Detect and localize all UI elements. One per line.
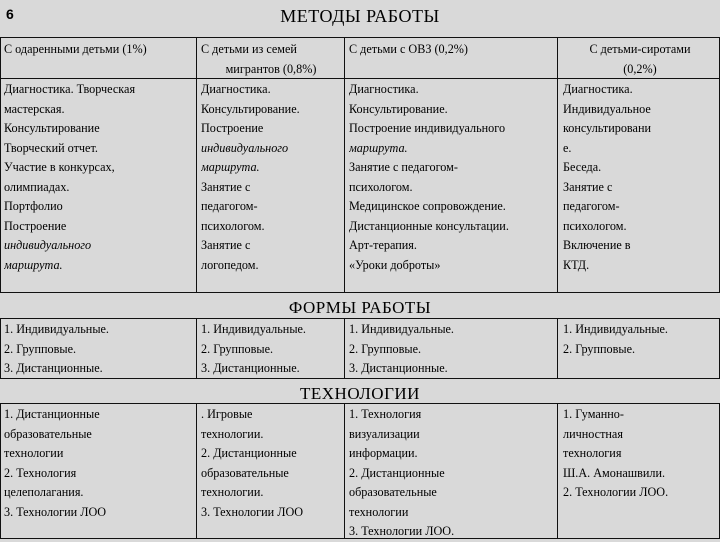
col-border (0, 403, 1, 538)
slide-number: 6 (6, 6, 14, 22)
cell-text-line: Построение индивидуального (349, 121, 506, 135)
forms-title-divider (0, 318, 720, 319)
cell-text-line: Портфолио (4, 199, 63, 213)
cell-text-line: (0,2%) (623, 61, 657, 76)
col-border (557, 37, 558, 292)
cell-text-line: мигрантов (0,8%) (225, 61, 317, 76)
cell-text-line: 1. Дистанционные (4, 407, 100, 421)
cell-text-line: маршрута. (349, 140, 408, 155)
cell-text-line: «Уроки доброты» (349, 257, 441, 272)
tech-cell-orphans (563, 405, 717, 503)
header-cell-gifted (4, 40, 192, 60)
cell-text-line: Диагностика. (563, 82, 633, 96)
cell-text-line: Построение (4, 218, 67, 233)
col-border (196, 318, 197, 378)
cell-text-line: технологии (349, 504, 409, 519)
header-cell-ovz (349, 40, 555, 60)
cell-text-line: 2. Групповые. (563, 341, 636, 356)
cell-text-line: Дистанционные консультации. (349, 218, 509, 233)
cell-text-line: технологии. (201, 426, 264, 441)
cell-text-line: 2. Технологии ЛОО. (563, 485, 669, 499)
cell-text-line: личностная (563, 426, 623, 441)
col-border (344, 403, 345, 538)
cell-text-line: . Игровые (201, 407, 253, 421)
cell-text-line: технологии (4, 446, 64, 460)
cell-text-line: Построение (201, 121, 264, 135)
forms-cell-orphans (563, 320, 717, 359)
cell-text-line: Ш.А. Амонашвили. (563, 465, 666, 480)
cell-text-line: 2. Групповые. (349, 341, 422, 356)
cell-text-line: Творческий отчет. (4, 140, 98, 155)
cell-text-line: индивидуального (4, 238, 92, 252)
cell-text-line: мастерская. (4, 101, 65, 116)
col-border (0, 37, 1, 292)
cell-text-line: 3. Дистанционные. (201, 361, 300, 375)
cell-text-line: 2. Дистанционные (349, 465, 445, 480)
cell-text-line: целеполагания. (4, 485, 84, 499)
cell-text-line: 1. Индивидуальные. (4, 322, 109, 336)
forms-cell-ovz (349, 320, 555, 379)
cell-text-line: Диагностика. (201, 82, 271, 96)
cell-text-line: Беседа. (563, 160, 602, 174)
cell-text-line: Включение в (563, 238, 631, 252)
methods-cell-gifted (4, 80, 192, 275)
cell-text-line: консультировани (563, 121, 651, 135)
cell-text-line: Индивидуальное (563, 101, 651, 116)
methods-cell-migrant (201, 80, 341, 275)
cell-text-line: Занятие с (201, 238, 251, 252)
cell-text-line: Участие в конкурсах, (4, 160, 115, 174)
cell-text-line: Медицинское сопровождение. (349, 199, 506, 213)
col-border (196, 37, 197, 292)
cell-text-line: психологом. (201, 218, 265, 233)
cell-text-line: С детьми с ОВЗ (0,2%) (349, 42, 468, 56)
header-cell-orphans (563, 40, 717, 79)
cell-text-line: Занятие с (201, 179, 251, 194)
col-border (557, 403, 558, 538)
cell-text-line: маршрута. (4, 257, 63, 272)
cell-text-line: Занятие с педагогом- (349, 160, 458, 174)
cell-text-line: С детьми-сиротами (589, 42, 691, 56)
cell-text-line: 2. Групповые. (4, 341, 77, 356)
col-border (0, 318, 1, 378)
col-border (557, 318, 558, 378)
cell-text-line: Диагностика. (349, 82, 419, 96)
cell-text-line: Занятие с (563, 179, 613, 194)
cell-text-line: психологом. (563, 218, 627, 233)
cell-text-line: образовательные (349, 485, 437, 499)
cell-text-line: олимпиадах. (4, 179, 70, 194)
cell-text-line: 3. Технологии ЛОО (4, 504, 107, 519)
tech-cell-ovz (349, 405, 555, 542)
methods-cell-orphans (563, 80, 717, 275)
cell-text-line: образовательные (201, 465, 289, 480)
table-top-border (0, 37, 720, 38)
cell-text-line: индивидуального (201, 140, 289, 155)
technologies-section-title: ТЕХНОЛОГИИ (300, 384, 420, 403)
cell-text-line: Арт-терапия. (349, 238, 417, 252)
cell-text-line: информации. (349, 446, 418, 460)
cell-text-line: визуализации (349, 426, 420, 441)
page-title: МЕТОДЫ РАБОТЫ (280, 6, 440, 26)
cell-text-line: 2. Дистанционные (201, 446, 297, 460)
cell-text-line: Консультирование. (349, 101, 448, 116)
forms-section-title: ФОРМЫ РАБОТЫ (288, 298, 432, 317)
methods-cell-ovz (349, 80, 555, 275)
tech-cell-migrant (201, 405, 341, 522)
cell-text-line: КТД. (563, 257, 590, 272)
cell-text-line: Консультирование. (201, 101, 300, 116)
cell-text-line: 3. Дистанционные. (4, 361, 103, 375)
cell-text-line: Диагностика. Творческая (4, 82, 136, 96)
cell-text-line: 3. Технологии ЛОО (201, 504, 304, 519)
cell-text-line: 1. Индивидуальные. (563, 322, 668, 336)
col-border (344, 37, 345, 292)
forms-cell-migrant (201, 320, 341, 379)
cell-text-line: 3. Дистанционные. (349, 361, 448, 375)
cell-text-line: 2. Технология (4, 465, 77, 480)
cell-text-line: маршрута. (201, 160, 260, 174)
header-cell-migrant (201, 40, 341, 79)
cell-text-line: образовательные (4, 426, 92, 441)
cell-text-line: 1. Гуманно- (563, 407, 624, 421)
cell-text-line: 1. Технология (349, 407, 422, 421)
cell-text-line: С детьми из семей (201, 42, 297, 56)
cell-text-line: 1. Индивидуальные. (201, 322, 306, 336)
tech-cell-gifted (4, 405, 192, 522)
col-border (196, 403, 197, 538)
cell-text-line: 1. Индивидуальные. (349, 322, 454, 336)
cell-text-line: педагогом- (563, 199, 620, 213)
cell-text-line: Консультирование (4, 121, 100, 135)
col-border (344, 318, 345, 378)
cell-text-line: С одаренными детьми (1%) (4, 42, 147, 56)
cell-text-line: 2. Групповые. (201, 341, 274, 356)
cell-text-line: технология (563, 446, 622, 460)
forms-cell-gifted (4, 320, 192, 379)
cell-text-line: е. (563, 140, 572, 155)
cell-text-line: 3. Технологии ЛОО. (349, 524, 455, 538)
cell-text-line: технологии. (201, 485, 264, 499)
cell-text-line: психологом. (349, 179, 413, 194)
cell-text-line: педагогом- (201, 199, 258, 213)
methods-divider (0, 292, 720, 293)
cell-text-line: логопедом. (201, 257, 259, 272)
